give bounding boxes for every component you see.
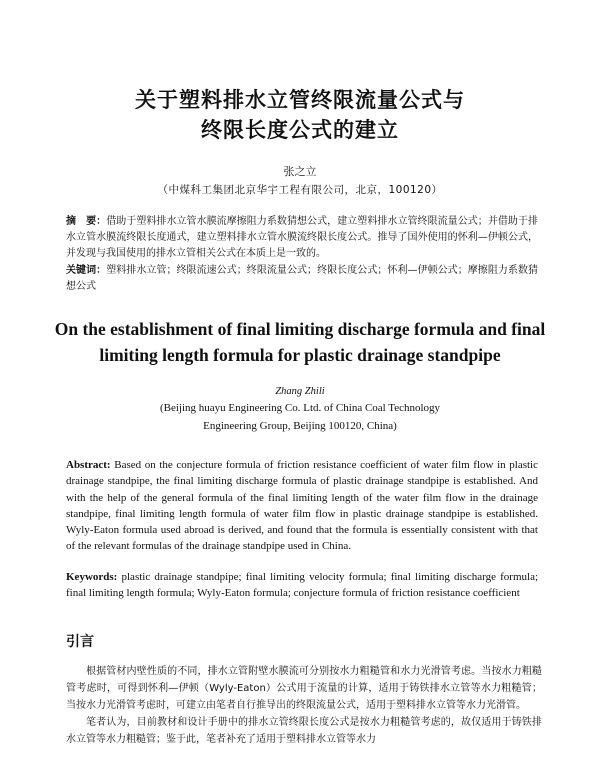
chinese-keywords-text: 塑料排水立管；终限流速公式；终限流量公式；终限长度公式；怀利—伊顿公式；摩擦阻力系数猜想公式 xyxy=(66,265,539,292)
body-text xyxy=(66,663,542,748)
english-abstract xyxy=(66,457,538,555)
chinese-abstract-label: 摘 要： xyxy=(66,216,107,227)
english-affiliation-line1: (Beijing huayu Engineering Co. Ltd. of China Coal Technology xyxy=(159,402,441,414)
english-keywords-label: Keywords: xyxy=(66,571,118,583)
chinese-affiliation: （中煤科工集团北京华宇工程有限公司，北京，100120） xyxy=(157,184,443,196)
english-author: Zhang Zhili xyxy=(275,386,325,397)
english-abstract-text: Based on the conjecture formula of friction resistance coefficient of water film flow in plastic drainage standpipe, the final limiting discharge formula of plastic drainage standpipe is established. And with the help of the general formula of the final limiting length of the water film flow in the drainage standpipe, final limiting length formula of water film flow in plastic drainage standpipe is established. Wyly-Eaton formula used abroad is derived, and found that the formula is essentially consistent with that of the relevant formulas of the drainage standpipe used in China. xyxy=(66,459,538,553)
english-title: On the establishment of final limiting discharge formula and final limiting length formula for plastic drainage standpipe xyxy=(54,319,546,365)
chinese-keywords-label: 关键词： xyxy=(66,265,107,276)
english-keywords xyxy=(66,569,538,601)
chinese-title-line1: 关于塑料排水立管终限流量公式与 xyxy=(135,88,465,112)
chinese-author: 张之立 xyxy=(283,165,317,178)
body-paragraph: 根据管材内壁性质的不同，排水立管附壁水膜流可分别按水力粗糙管和水力光滑管考虑。当按水力粗糙管考虑时，可得到怀利—伊顿（Wyly-Eaton）公式用于流量的计算，适用于铸铁排水立管等水力粗糙管；当按水力光滑管考虑时，可建立由笔者自行推导出的终限流量公式，适用于塑料排水立管等水力光滑管。 xyxy=(66,666,542,711)
chinese-keywords xyxy=(66,263,538,295)
english-keywords-text: plastic drainage standpipe; final limiting velocity formula; final limiting discharge formula; final limiting length formula; Wyly-Eaton formula; conjecture formula of friction resistance coefficient xyxy=(66,571,539,599)
chinese-title-line2: 终限长度公式的建立 xyxy=(201,118,399,142)
section-heading: 引言 xyxy=(66,634,94,650)
body-paragraph: 笔者认为，目前教材和设计手册中的排水立管终限长度公式是按水力粗糙管考虑的，故仅适用于铸铁排水立管等水力粗糙管；鉴于此，笔者补充了适用于塑料排水立管等水力 xyxy=(66,717,542,745)
chinese-abstract xyxy=(66,214,538,262)
english-abstract-label: Abstract: xyxy=(66,459,111,471)
english-affiliation-line2: Engineering Group, Beijing 100120, China) xyxy=(203,420,397,432)
chinese-abstract-text: 借助于塑料排水立管水膜流摩擦阻力系数猜想公式，建立塑料排水立管终限流量公式；并借助于排水立管水膜流终限长度通式，建立塑料排水立管水膜流终限长度公式。推导了国外使用的怀利—伊顿公式，并发现与我国使用的排水立管相关公式在本质上是一致的。 xyxy=(66,216,539,259)
